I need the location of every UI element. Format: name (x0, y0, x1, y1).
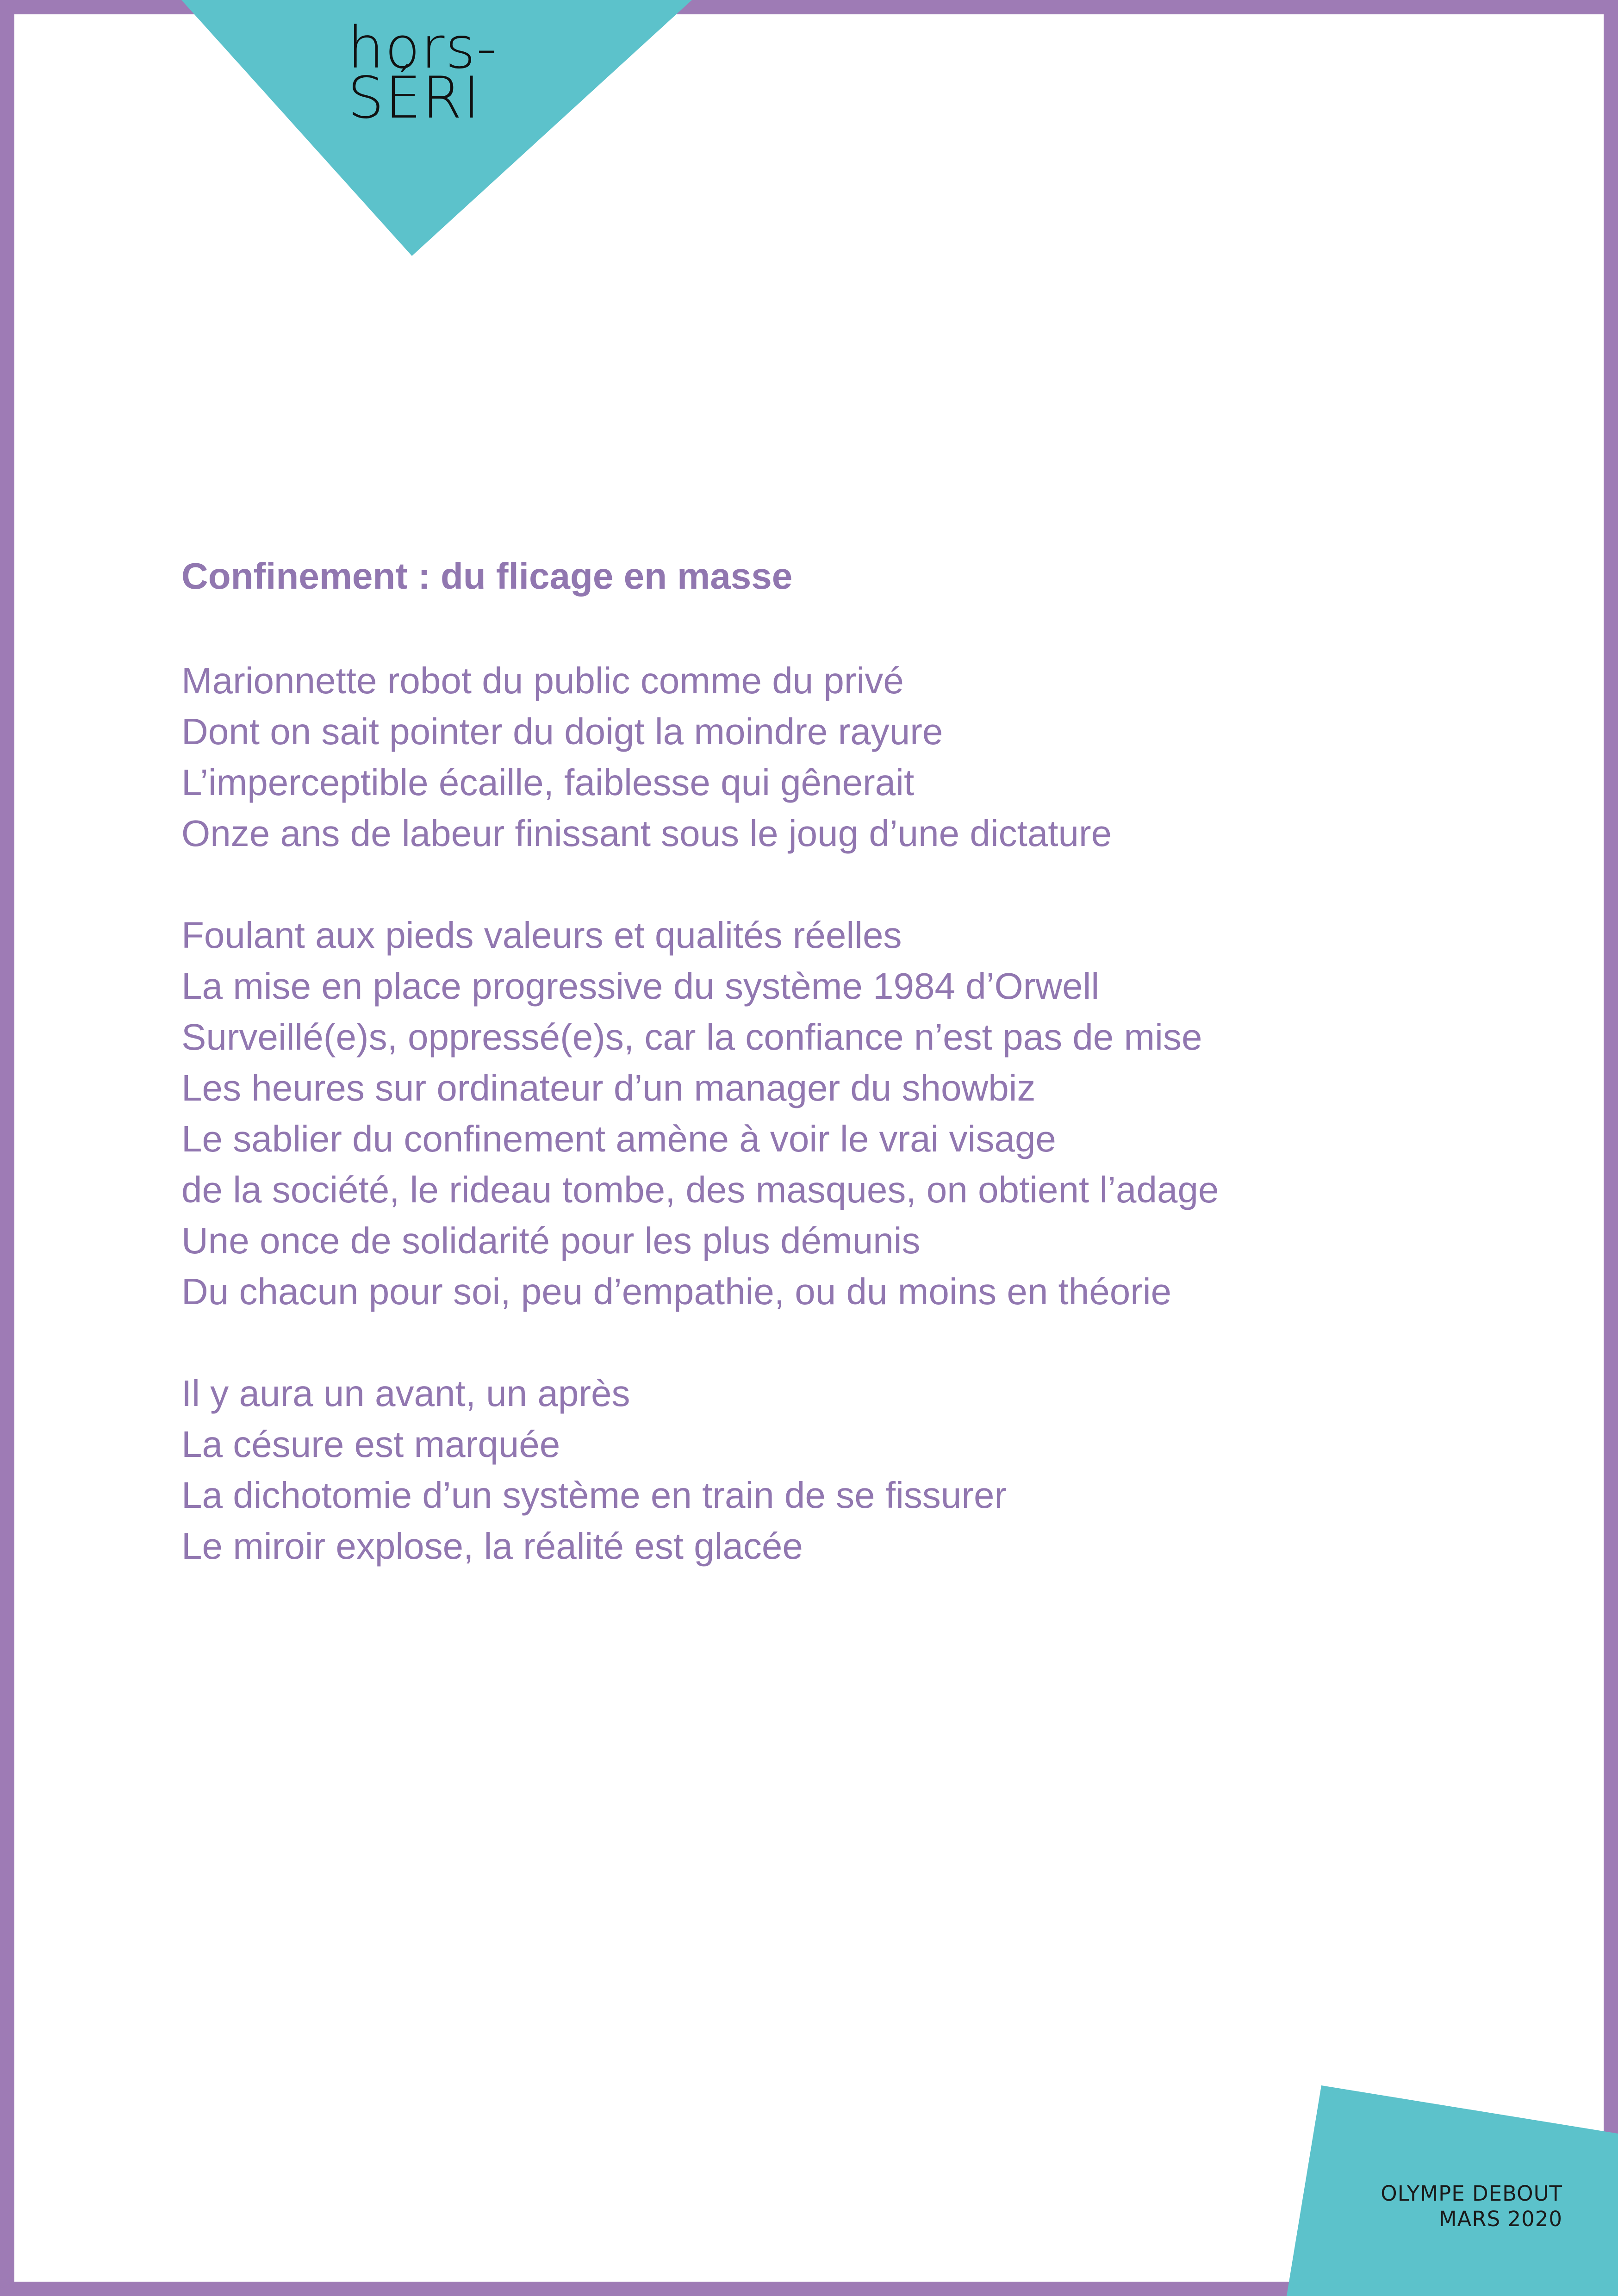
poem-line: de la société, le rideau tombe, des masques, on obtient l’adage (181, 1169, 1219, 1210)
poem-line: Les heures sur ordinateur d’un manager du showbiz (181, 1067, 1036, 1108)
poem-line: L’imperceptible écaille, faiblesse qui gênerait (181, 762, 915, 803)
poem-line: Le sablier du confinement amène à voir le vrai visage (181, 1118, 1056, 1159)
stanza-1 (181, 655, 1431, 859)
hors-serie-badge (348, 15, 498, 131)
poem (181, 551, 1431, 1623)
publication-footer (1381, 2181, 1562, 2232)
poem-line: La dichotomie d’un système en train de se fissurer (181, 1475, 1007, 1516)
badge-line-2: SÉRI (348, 65, 481, 131)
poem-line: Onze ans de labeur finissant sous le joug d’une dictature (181, 813, 1112, 854)
badge-line-1: hors- (348, 15, 498, 81)
poem-line: Dont on sait pointer du doigt la moindre rayure (181, 711, 943, 752)
poem-line: La césure est marquée (181, 1424, 560, 1465)
poem-line: La mise en place progressive du système 1984 d’Orwell (181, 965, 1100, 1007)
poem-line: Surveillé(e)s, oppressé(e)s, car la confiance n’est pas de mise (181, 1016, 1202, 1058)
stanza-2 (181, 910, 1431, 1317)
poem-line: Le miroir explose, la réalité est glacée (181, 1525, 803, 1567)
stanza-3 (181, 1368, 1431, 1572)
publication-date: MARS 2020 (1438, 2207, 1562, 2231)
poem-line: Du chacun pour soi, peu d’empathie, ou du moins en théorie (181, 1271, 1172, 1312)
publication-name: OLYMPE DEBOUT (1381, 2181, 1562, 2206)
poem-line: Une once de solidarité pour les plus démunis (181, 1220, 921, 1261)
poem-line: Il y aura un avant, un après (181, 1373, 630, 1414)
poem-line: Foulant aux pieds valeurs et qualités réelles (181, 915, 902, 956)
poem-title: Confinement : du flicage en masse (181, 555, 793, 597)
poem-line: Marionnette robot du public comme du privé (181, 660, 904, 701)
